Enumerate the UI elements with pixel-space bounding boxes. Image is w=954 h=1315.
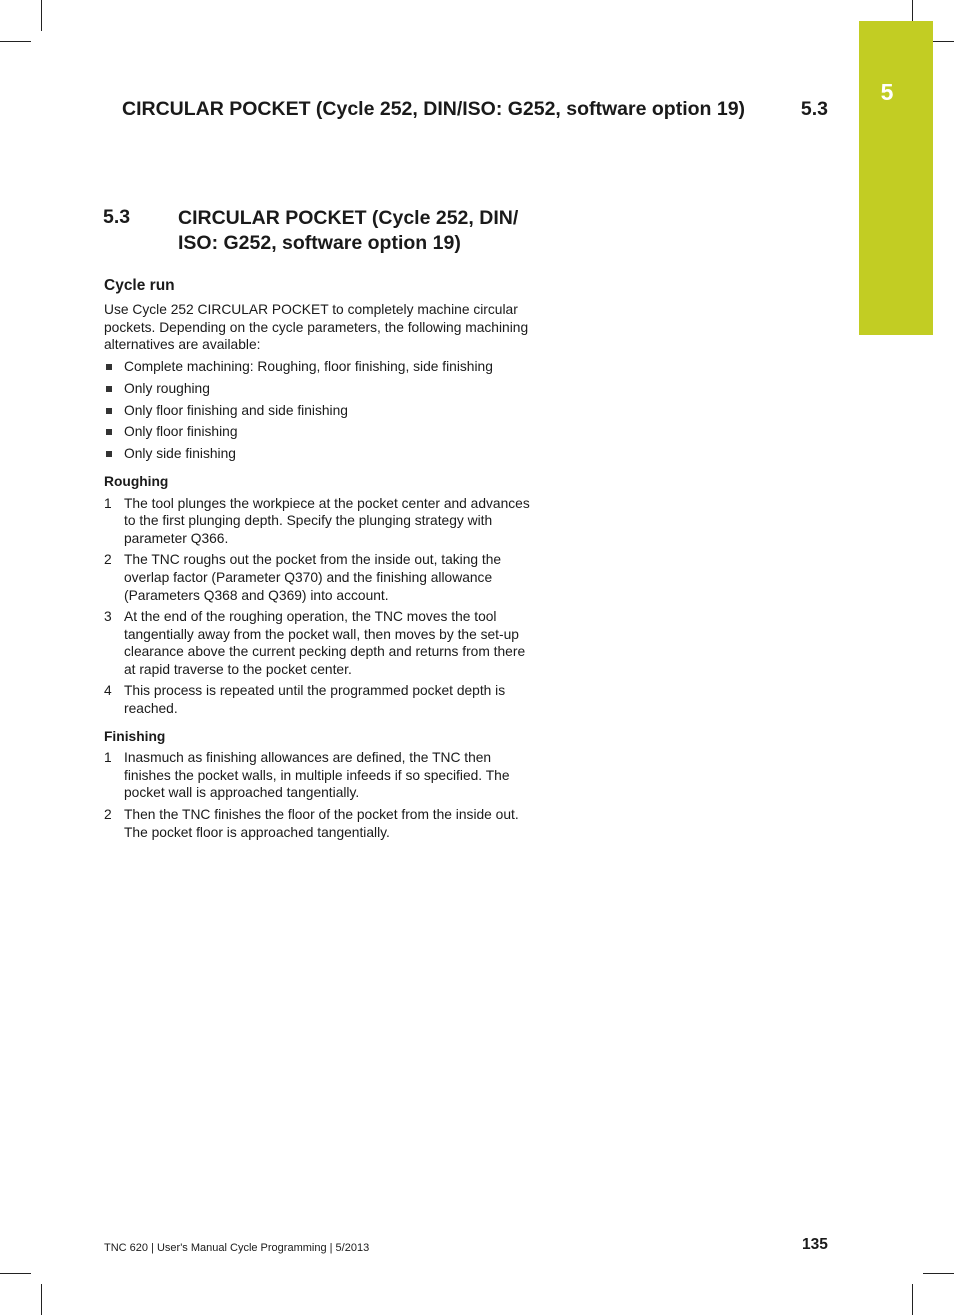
list-item-text: Only floor finishing and side finishing: [124, 402, 348, 418]
step-text: At the end of the roughing operation, the TNC moves the tool tangentially away from the pocket wall, then moves by the set-up clearance above the current pecking depth and returns from there at rapid traverse to the pocket center.: [124, 609, 526, 677]
list-item-text: Only floor finishing: [124, 424, 238, 440]
step-text: The tool plunges the workpiece at the pocket center and advances to the first plunging depth. Specify the plunging strategy with parameter Q366.: [124, 495, 530, 546]
bullet-square-icon: [106, 451, 112, 457]
list-item: [104, 551, 540, 604]
list-item: [104, 445, 540, 463]
cycle-run-heading: Cycle run: [104, 277, 175, 294]
section-title: CIRCULAR POCKET (Cycle 252, DIN/ ISO: G252, software option 19): [178, 207, 519, 254]
crop-mark: [912, 1284, 913, 1315]
bullet-square-icon: [106, 408, 112, 414]
crop-mark: [923, 1273, 954, 1274]
running-head-title: CIRCULAR POCKET (Cycle 252, DIN/ISO: G252, software option 19): [122, 98, 746, 120]
step-number: 1: [104, 495, 112, 511]
running-head-section: 5.3: [800, 98, 828, 120]
list-item-text: Only roughing: [124, 380, 210, 396]
step-text: Inasmuch as finishing allowances are defined, the TNC then finishes the pocket walls, in multiple infeeds if so specified. The pocket wall is approached tangentially.: [124, 750, 510, 801]
list-item: [104, 423, 540, 441]
crop-mark: [41, 1284, 42, 1315]
list-item: [104, 380, 540, 398]
crop-mark: [41, 0, 42, 31]
list-item: [104, 749, 540, 802]
section-number: 5.3: [103, 206, 131, 228]
step-number: 2: [104, 552, 112, 568]
list-item: [104, 608, 540, 678]
bullet-square-icon: [106, 386, 112, 392]
step-number: 2: [104, 807, 112, 823]
step-number: 4: [104, 683, 112, 699]
step-number: 1: [104, 750, 112, 766]
alternatives-list: [104, 358, 540, 463]
list-item-text: Complete machining: Roughing, floor finishing, side finishing: [124, 358, 493, 374]
list-item: [104, 495, 540, 548]
crop-mark: [0, 41, 31, 42]
step-text: This process is repeated until the programmed pocket depth is reached.: [124, 683, 506, 717]
list-item-text: Only side finishing: [124, 446, 236, 462]
crop-mark: [0, 1273, 31, 1274]
main-content: [104, 277, 540, 845]
footer-text: TNC 620 | User's Manual Cycle Programming | 5/2013: [104, 1242, 370, 1254]
step-text: The TNC roughs out the pocket from the inside out, taking the overlap factor (Parameter Q370) and the finishing allowance (Parameters Q368 and Q369) into account.: [124, 552, 502, 603]
list-item: [104, 402, 540, 420]
chapter-number: 5: [880, 79, 894, 105]
finishing-heading: Finishing: [104, 728, 166, 744]
step-number: 3: [104, 609, 112, 625]
roughing-heading: Roughing: [104, 473, 169, 489]
roughing-steps: [104, 495, 540, 718]
running-head: [122, 98, 828, 121]
finishing-steps: [104, 749, 540, 841]
chapter-tab: [859, 21, 933, 335]
list-item: [104, 358, 540, 376]
bullet-square-icon: [106, 429, 112, 435]
step-text: Then the TNC finishes the floor of the pocket from the inside out. The pocket floor is approached tangentially.: [124, 807, 519, 840]
list-item: [104, 682, 540, 717]
cycle-run-intro: Use Cycle 252 CIRCULAR POCKET to completely machine circular pockets. Depending on the cycle parameters, the following machining alternatives are available:: [104, 302, 529, 353]
page-number: 135: [802, 1236, 828, 1253]
list-item: [104, 806, 540, 841]
bullet-square-icon: [106, 364, 112, 370]
